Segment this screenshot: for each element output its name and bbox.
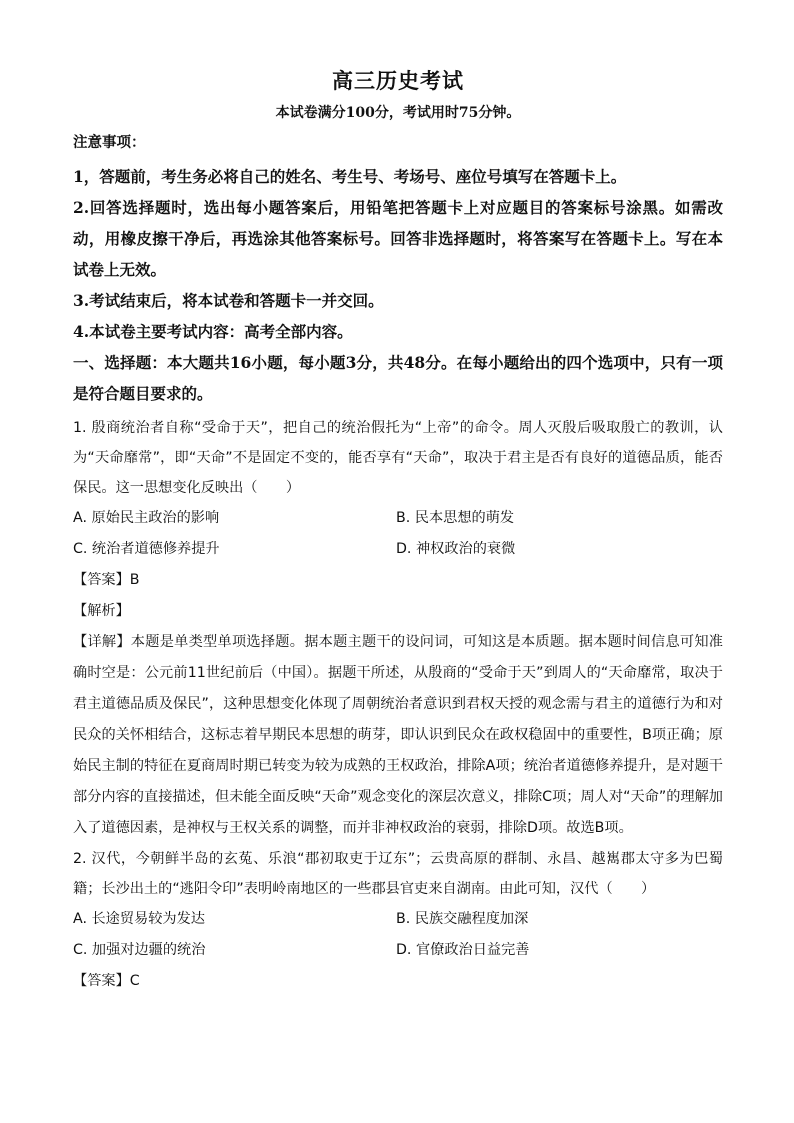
exam-page	[73, 66, 723, 997]
question-2	[73, 844, 723, 997]
answer-label: 【答案】C	[73, 973, 140, 989]
question-1	[73, 413, 723, 844]
notice-item: 1，答题前，考生务必将自己的姓名、考生号、考场号、座位号填写在答题卡上。	[73, 167, 627, 186]
notice-heading: 注意事项：	[73, 134, 146, 151]
option-b: B. 民本思想的萌发	[396, 510, 515, 526]
option-c: C. 加强对边疆的统治	[73, 942, 206, 958]
option-list	[73, 904, 723, 966]
detailed-analysis: 【详解】本题是单类型单项选择题。据本题主题干的设问词，可知这是本质题。据本题时间信息可知准确时空是：公元前11世纪前后（中国）。据题干所述，从殷商的“受命于天”到周人的“天命靡常，取决于君主道德品质及保民”，这种思想变化体现了周朝统治者意识到君权天授的观念需与君主的道德行为和对民众的关怀相结合，这标志着早期民本思想的萌芽，即认识到民众在政权稳固中的重要性，B项正确；原始民主制的特征在夏商周时期已转变为较为成熟的王权政治，排除A项；统治者道德修养提升，是对题干部分内容的直接描述，但未能全面反映“天命”观念变化的深层次意义，排除C项；周人对“天命”的理解加入了道德因素，是神权与王权关系的调整，而并非神权政治的衰弱，排除D项。故选B项。	[73, 634, 723, 836]
question-stem: 1. 殷商统治者自称“受命于天”，把自己的统治假托为“上帝”的命令。周人灭殷后吸取殷亡的教训，认为“天命靡常”，即“天命”不是固定不变的，能否享有“天命”，取决于君主是否有良好的道德品质，能否保民。这一思想变化反映出（ ）	[73, 420, 723, 496]
exam-subtitle: 本试卷满分100分，考试用时75分钟。	[275, 105, 521, 121]
question-stem: 2. 汉代，今朝鲜半岛的玄菟、乐浪“郡初取吏于辽东”；云贵高原的群制、永昌、越嶲郡太守多为巴蜀籍；长沙出土的“逃阳令印”表明岭南地区的一些郡县官吏来自湖南。由此可知，汉代（ ）	[73, 851, 723, 897]
option-a: A. 原始民主政治的影响	[73, 510, 220, 526]
exam-title: 高三历史考试	[332, 68, 464, 93]
option-list	[73, 503, 723, 565]
notice-item: 4.本试卷主要考试内容：高考全部内容。	[73, 322, 353, 341]
option-b: B. 民族交融程度加深	[396, 911, 529, 927]
notice-item: 2.回答选择题时，选出每小题答案后，用铅笔把答题卡上对应题目的答案标号涂黑。如需改动，用橡皮擦干净后，再选涂其他答案标号。回答非选择题时，将答案写在答题卡上。写在本试卷上无效。	[73, 198, 723, 279]
answer-label: 【答案】B	[73, 572, 140, 588]
notice-item: 3.考试结束后，将本试卷和答题卡一并交回。	[73, 291, 384, 310]
option-c: C. 统治者道德修养提升	[73, 541, 220, 557]
analysis-label: 【解析】	[73, 603, 130, 619]
option-d: D. 官僚政治日益完善	[396, 942, 530, 958]
section-heading: 一、选择题：本大题共16小题，每小题3分，共48分。在每小题给出的四个选项中，只有一项是符合题目要求的。	[73, 353, 723, 403]
option-a: A. 长途贸易较为发达	[73, 911, 205, 927]
option-d: D. 神权政治的衰微	[396, 541, 516, 557]
